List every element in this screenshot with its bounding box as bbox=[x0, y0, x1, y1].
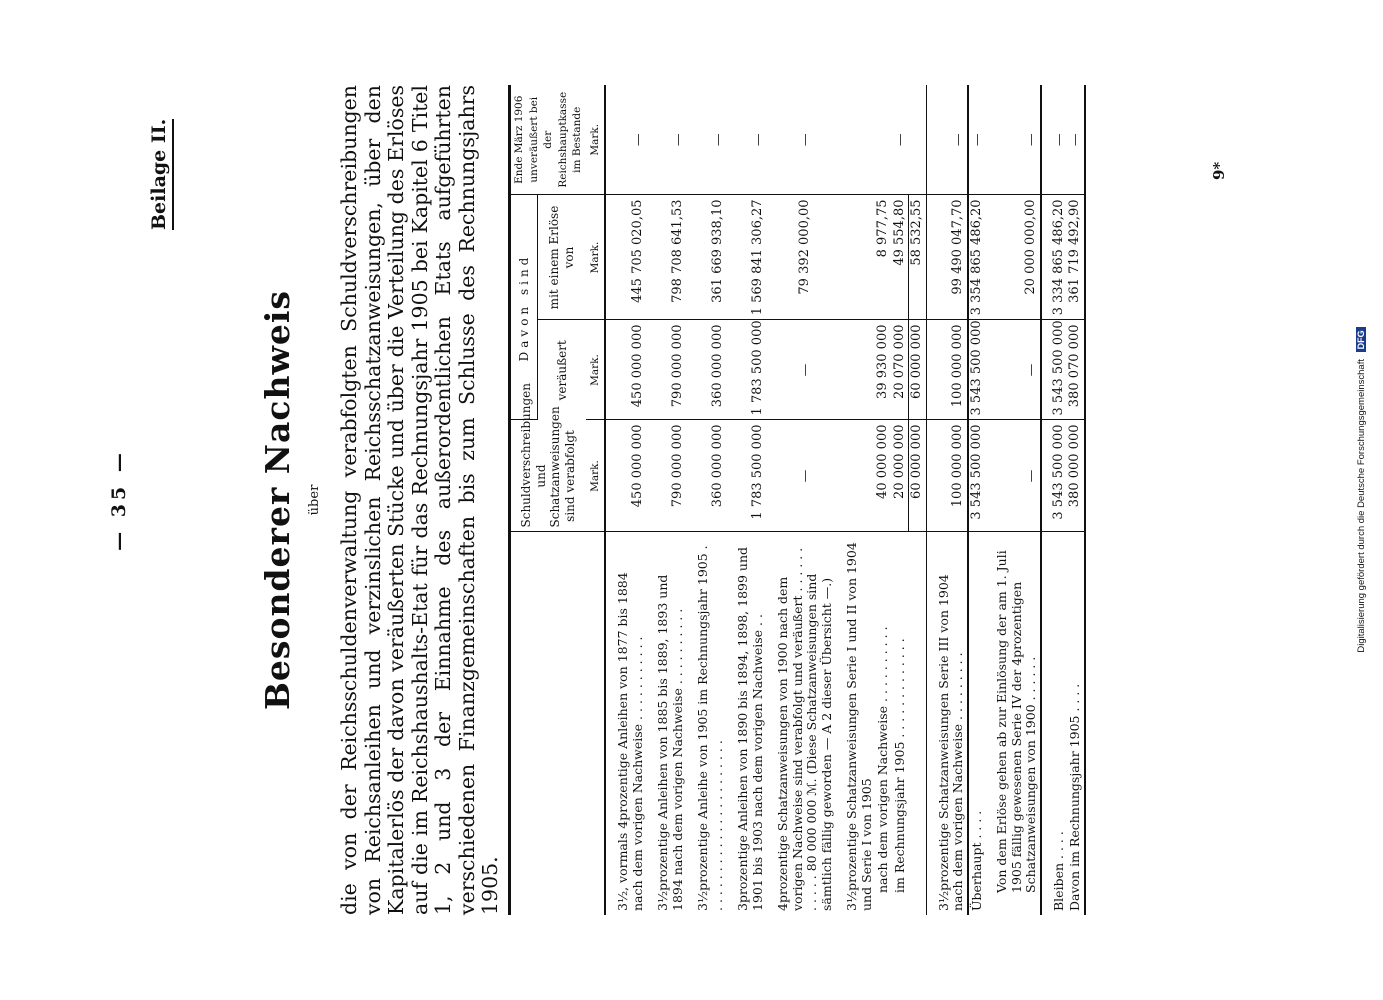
cell-sold: 60 000 000 bbox=[909, 320, 927, 420]
cell-proceeds: 79 392 000,00 bbox=[766, 195, 835, 320]
cell-proceeds bbox=[835, 195, 875, 320]
cell-sold: — bbox=[985, 320, 1041, 420]
cell-sold: 790 000 000 bbox=[646, 320, 686, 420]
header-sold: veräußert bbox=[554, 340, 569, 401]
table-row bbox=[875, 85, 892, 915]
subtotal-row bbox=[909, 85, 927, 915]
cell-sold: 100 000 000 bbox=[926, 320, 968, 420]
fiscal-year-row bbox=[1067, 85, 1085, 915]
cell-issued: 100 000 000 bbox=[926, 420, 968, 532]
digitization-note-text: Digitalisierung gefördert durch die Deutsche Forschungsgemeinschaft bbox=[1356, 359, 1367, 653]
intro-paragraph: die von der Reichsschuldenverwaltung verabfolgten Schuldverschreibungen von Reichsanleihen und verzinslichen Reichsschatzanweisungen, über den Kapitalerlös der davon veräußerten Stücke und über die Verteilung des Erlöses auf die im Reichshaushalts-Etat für das Rechnungsjahr 1905 bei Kapitel 6 Titel 1, 2 und 3 der Einnahme des außerordentlichen Etats aufgeführten verschiedenen Finanzgemeinschaften bis zum Schlusse des Rechnungsjahrs 1905. bbox=[337, 85, 502, 915]
total-row bbox=[968, 85, 986, 915]
cell-issued: — bbox=[766, 420, 835, 532]
cell-unsold: — bbox=[926, 85, 968, 195]
table-unit-row bbox=[586, 85, 606, 915]
row-description: Davon im Rechnungsjahr 1905 . . . . bbox=[1067, 532, 1085, 915]
cell-issued: 790 000 000 bbox=[646, 420, 686, 532]
table-row bbox=[646, 85, 686, 915]
page-title: Besonderer Nachweis bbox=[258, 290, 297, 710]
remaining-row bbox=[1041, 85, 1068, 915]
cell-proceeds: 49 554,80 bbox=[892, 195, 909, 320]
cell-proceeds: 20 000 000,00 bbox=[985, 195, 1041, 320]
table-row bbox=[605, 85, 646, 915]
row-description: nach dem vorigen Nachweise . . . . . . . . . . bbox=[875, 626, 890, 893]
cell-proceeds: 1 569 841 306,27 bbox=[726, 195, 766, 320]
cell-sold: 360 000 000 bbox=[686, 320, 726, 420]
ledger-table-container bbox=[508, 85, 1086, 915]
unit-unsold: Mark. bbox=[586, 85, 606, 195]
cell-proceeds: 58 532,55 bbox=[909, 195, 927, 320]
cell-unsold bbox=[909, 85, 927, 195]
cell-sold: 3 543 500 000 bbox=[1041, 320, 1068, 420]
row-description: 3½prozentige Anleihe von 1905 im Rechnungsjahr 1905 . . . . . . . . . . . . . . . . . . . . . . . bbox=[695, 545, 725, 911]
unit-blank bbox=[586, 532, 606, 915]
cell-sold bbox=[835, 320, 875, 420]
header-description bbox=[510, 532, 586, 915]
cell-sold: 39 930 000 bbox=[875, 320, 892, 420]
cell-unsold: — bbox=[766, 85, 835, 195]
table-row bbox=[726, 85, 766, 915]
page-number: — 35 — bbox=[108, 449, 130, 551]
digitization-note bbox=[1356, 10, 1367, 970]
cell-unsold: — bbox=[686, 85, 726, 195]
signature-mark: 9* bbox=[1210, 161, 1228, 180]
cell-unsold: — bbox=[892, 85, 909, 195]
cell-sold: 450 000 000 bbox=[605, 320, 646, 420]
cell-unsold: — bbox=[968, 85, 986, 195]
table-row bbox=[892, 85, 909, 915]
table-row bbox=[835, 85, 875, 915]
row-description: 3prozentige Anleihen von 1890 bis 1894, 1898, 1899 und 1901 bis 1903 nach dem vorigen Nachweise . . bbox=[735, 546, 765, 911]
cell-proceeds: 445 705 020,05 bbox=[605, 195, 646, 320]
cell-issued bbox=[835, 420, 875, 532]
cell-unsold bbox=[835, 85, 875, 195]
row-description: 3½prozentige Anleihen von 1885 bis 1889, 1893 und 1894 nach dem vorigen Nachweise . . . . . . . . . . bbox=[655, 574, 685, 911]
dfg-logo: DFG bbox=[1356, 327, 1366, 352]
row-description: Bleiben . . . . bbox=[1050, 831, 1066, 911]
cell-proceeds: 3 334 865 486,20 bbox=[1041, 195, 1068, 320]
cell-proceeds: 8 977,75 bbox=[875, 195, 892, 320]
cell-issued: 20 000 000 bbox=[892, 420, 909, 532]
cell-proceeds: 361 669 938,10 bbox=[686, 195, 726, 320]
row-description: im Rechnungsjahr 1905 . . . . . . . . . . . . . bbox=[892, 638, 907, 893]
cell-issued: 360 000 000 bbox=[686, 420, 726, 532]
row-description: 4prozentige Schatzanweisungen von 1900 nach dem vorigen Nachweise sind verabfolgt und veräußert . . . . . . . . . . . 80 000 000 ℳ. (Diese Schatzanweisungen sind sämtlich fällig geworden — A 2 dieser Übersicht —.) bbox=[775, 547, 834, 911]
page-subtitle: über bbox=[307, 484, 322, 516]
appendix-label-text: Beilage II. bbox=[148, 119, 174, 230]
header-unsold: Ende März 1906 unveräußert bei der Reichshauptkasse im Bestande bbox=[510, 85, 586, 195]
cell-issued: 450 000 000 bbox=[605, 420, 646, 532]
row-description: Überhaupt . . . . bbox=[968, 810, 984, 911]
table-row bbox=[926, 85, 968, 915]
cell-issued: 1 783 500 000 bbox=[726, 420, 766, 532]
unit-proceeds: Mark. bbox=[586, 195, 606, 320]
cell-proceeds: 3 354 865 486,20 bbox=[968, 195, 986, 320]
cell-unsold: — bbox=[1041, 85, 1068, 195]
cell-sold: 20 070 000 bbox=[892, 320, 909, 420]
cell-unsold bbox=[875, 85, 892, 195]
row-description bbox=[909, 532, 927, 915]
cell-sold: 380 070 000 bbox=[1067, 320, 1085, 420]
cell-unsold: — bbox=[726, 85, 766, 195]
row-description: 3½prozentige Schatzanweisungen Serie I und II von 1904 und Serie I von 1905 bbox=[844, 542, 874, 911]
cell-sold: 1 783 500 000 bbox=[726, 320, 766, 420]
table-header-row bbox=[510, 85, 538, 915]
row-description: Von dem Erlöse gehen ab zur Einlösung der am 1. Juli 1905 fällig gewesenen Serie IV der 4prozentigen Schatzanweisungen von 1900 . . . . . . bbox=[985, 532, 1041, 915]
cell-unsold: — bbox=[605, 85, 646, 195]
row-description: 3½prozentige Schatzanweisungen Serie III von 1904 nach dem vorigen Nachweise . . . . . . . . . bbox=[926, 532, 968, 915]
table-row bbox=[686, 85, 726, 915]
cell-issued: — bbox=[985, 420, 1041, 532]
header-davon-group: Davon sind bbox=[510, 195, 538, 420]
cell-unsold: — bbox=[985, 85, 1041, 195]
unit-issued: Mark. bbox=[586, 420, 606, 532]
cell-sold: — bbox=[766, 320, 835, 420]
ledger-table bbox=[508, 85, 1086, 915]
table-row bbox=[766, 85, 835, 915]
appendix-label bbox=[148, 0, 170, 230]
cell-proceeds: 99 490 047,70 bbox=[926, 195, 968, 320]
cell-issued: 60 000 000 bbox=[909, 420, 927, 532]
cell-proceeds: 361 719 492,90 bbox=[1067, 195, 1085, 320]
deduction-row bbox=[985, 85, 1041, 915]
header-proceeds: mit einem Erlöse von bbox=[538, 195, 586, 320]
cell-issued: 3 543 500 000 bbox=[968, 420, 986, 532]
header-issued: Schuldverschreibungen und Schatzanweisungen sind verabfolgt bbox=[510, 420, 586, 532]
cell-issued: 40 000 000 bbox=[875, 420, 892, 532]
cell-sold: 3 543 500 000 bbox=[968, 320, 986, 420]
cell-issued: 380 000 000 bbox=[1067, 420, 1085, 532]
cell-issued: 3 543 500 000 bbox=[1041, 420, 1068, 532]
cell-proceeds: 798 708 641,53 bbox=[646, 195, 686, 320]
unit-sold: Mark. bbox=[586, 320, 606, 420]
row-description: 3½, vormals 4prozentige Anleihen von 1877 bis 1884 nach dem vorigen Nachweise . . . . . . . . . . . bbox=[615, 572, 645, 911]
cell-unsold: — bbox=[646, 85, 686, 195]
cell-unsold: — bbox=[1067, 85, 1085, 195]
